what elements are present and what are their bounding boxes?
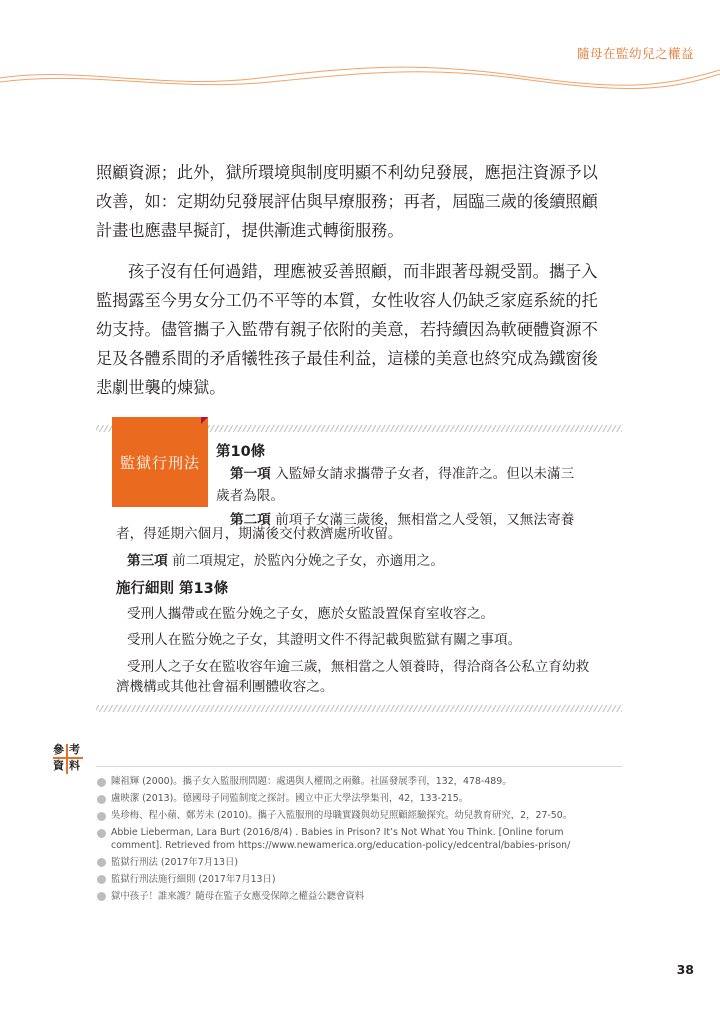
- body-line: 計畫也應盡早擬訂，提供漸進式轉銜服務。: [96, 221, 404, 240]
- rules-title: 施行細則 第13條: [116, 581, 229, 597]
- item-text: 入監婦女請求攜帶子女者，得准許之。但以未滿三: [270, 466, 575, 482]
- body-line: 照顧資源；此外，獄所環境與制度明顯不利幼兒發展，應挹注資源予以: [96, 163, 598, 182]
- reference-mark-char: 料: [69, 759, 80, 772]
- reference-text: 監獄行刑法施行細則 (2017年7月13日): [111, 873, 276, 885]
- rule-3-line-2: 濟機構或其他社會福利團體收容之。: [116, 679, 334, 695]
- reference-mark-char: 考: [69, 743, 80, 756]
- reference-text: 吳珍梅、程小蘋、鄭芳未 (2010)。攜子入監服刑的母職實踐與幼兒照顧經驗探究。幼兒教育研究，2，27-50。: [111, 810, 573, 821]
- body-line: 改善，如：定期幼兒發展評估與早療服務；再者，屆臨三歲的後續照顧: [96, 192, 598, 211]
- running-header-title: 隨母在監幼兒之權益: [576, 46, 694, 61]
- body-paragraph-2: [96, 257, 626, 402]
- reference-text: 盧映潔 (2013)。德國母子同監制度之探討。國立中正大學法學集刊，42，133-215。: [111, 793, 469, 804]
- item-label: 第一項: [230, 466, 271, 482]
- article-item-3: [127, 550, 444, 572]
- item-label: 第二項: [230, 512, 271, 528]
- reference-item: [97, 891, 577, 904]
- bullet-icon: [97, 795, 106, 804]
- body-line: 悲劇世襲的煉獄。: [96, 378, 226, 397]
- reference-mark: [53, 744, 81, 772]
- article-item-1-line-1: [230, 463, 574, 485]
- body-line: 幼支持。儘管攜子入監帶有親子依附的美意，若持續因為軟硬體資源不: [96, 320, 598, 339]
- hatched-divider-bottom: [96, 705, 622, 712]
- reference-item: [97, 810, 577, 823]
- law-label-text: 監獄行刑法: [119, 453, 200, 472]
- reference-item: [97, 874, 577, 887]
- bullet-icon: [97, 858, 106, 867]
- reference-mark-char: 資: [53, 759, 64, 772]
- reference-rule: [96, 766, 622, 767]
- reference-item: [97, 776, 577, 789]
- bullet-icon: [97, 875, 106, 884]
- page-number: 38: [676, 962, 694, 977]
- law-label-box: [112, 417, 208, 507]
- reference-item: [97, 827, 577, 852]
- bullet-icon: [97, 812, 106, 821]
- reference-list: [97, 776, 577, 908]
- bullet-icon: [97, 778, 106, 787]
- reference-text: 獄中孩子！誰來護？隨母在監子女應受保障之權益公聽會資料: [111, 890, 365, 902]
- rule-1: 受刑人攜帶或在監分娩之子女，應於女監設置保育室收容之。: [127, 606, 495, 622]
- reference-text: Abbie Lieberman, Lara Burt (2016/8/4) . Babies in Prison? It’s Not What You Think. [Online forum comment]. Retrieved from https://www.newamerica.org/education-policy/edcentral/babies-prison/: [111, 827, 571, 851]
- reference-item: [97, 793, 577, 806]
- reference-mark-char: 參: [53, 743, 64, 756]
- article-item-1-line-2: 歲者為限。: [216, 488, 284, 504]
- article-title: 第10條: [216, 444, 266, 460]
- body-line: 孩子沒有任何過錯，理應被妥善照顧，而非跟著母親受罰。攜子入: [128, 262, 598, 281]
- body-line: 足及各體系間的矛盾犧牲孩子最佳利益，這樣的美意也終究成為鐵窗後: [96, 349, 598, 368]
- body-line: 監揭露至今男女分工仍不平等的本質，女性收容人仍缺乏家庭系統的托: [96, 291, 598, 310]
- article-item-2-line-2: 者，得延期六個月，期滿後交付救濟處所收留。: [116, 526, 402, 542]
- bullet-icon: [97, 829, 106, 838]
- reference-text: 陳祖輝 (2000)。攜子女入監服刑問題：處遇與人權間之兩難。社區發展季刊，132，478-489。: [111, 776, 512, 787]
- item-label: 第三項: [127, 553, 168, 569]
- reference-text: 監獄行刑法 (2017年7月13日): [111, 856, 239, 868]
- law-label-fold-corner: [201, 417, 208, 424]
- reference-item: [97, 857, 577, 870]
- bullet-icon: [97, 892, 106, 901]
- rule-2: 受刑人在監分娩之子女，其證明文件不得記載與監獄有關之事項。: [127, 632, 522, 648]
- header-wave-lines: [0, 56, 720, 96]
- item-text: 前項子女滿三歲後，無相當之人受領，又無法寄養: [270, 512, 575, 528]
- body-paragraph-1: [96, 158, 626, 245]
- rule-3-line-1: 受刑人之子女在監收容年逾三歲，無相當之人領養時，得洽商各公私立育幼救: [127, 659, 590, 675]
- item-text: 前二項規定，於監內分娩之子女，亦適用之。: [167, 553, 444, 569]
